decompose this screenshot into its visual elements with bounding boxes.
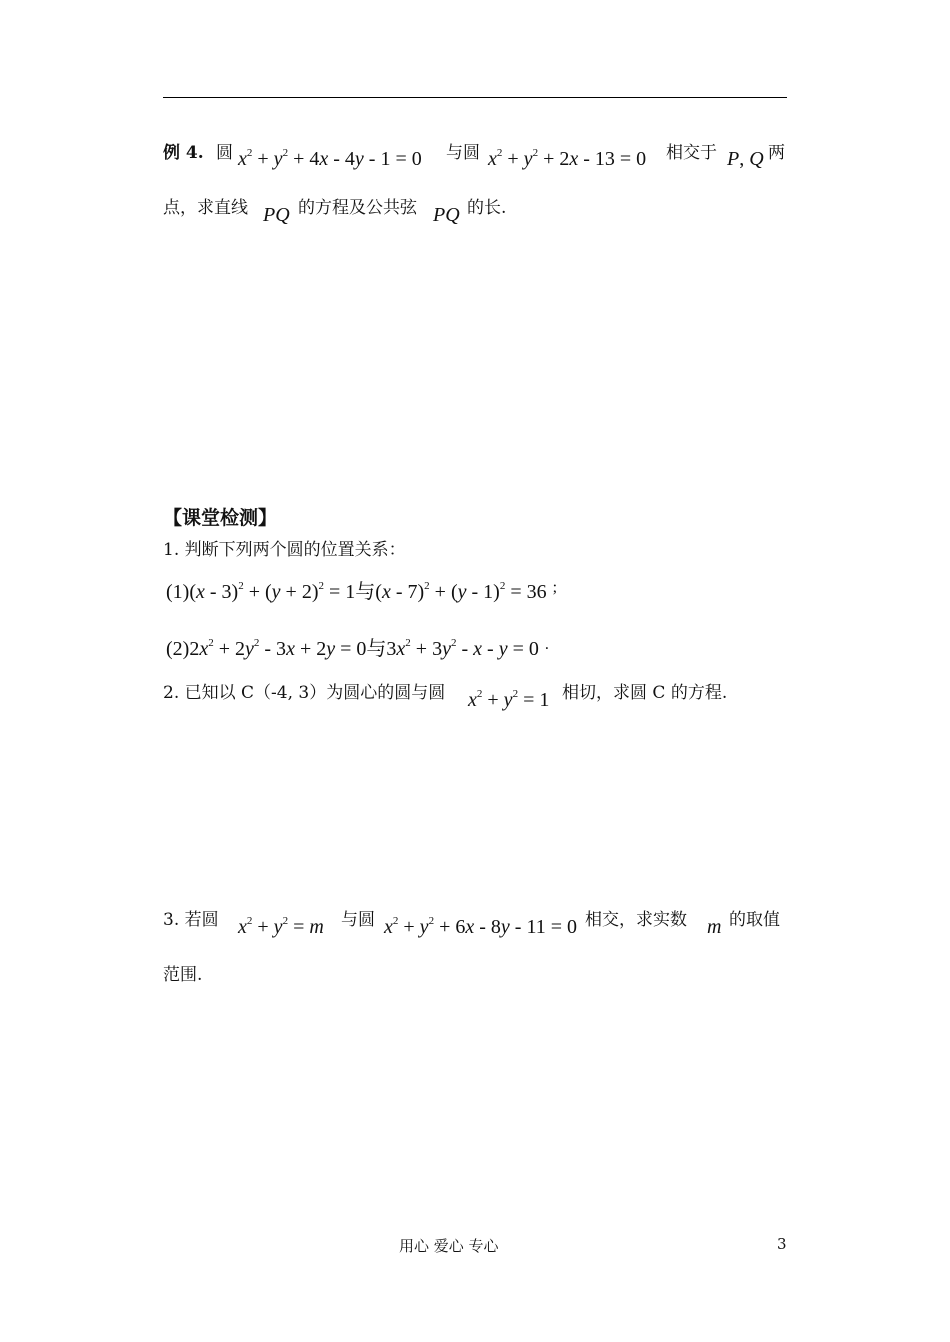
- question-3-text: 相交，求实数: [585, 910, 687, 930]
- math-m: m: [707, 916, 722, 938]
- example-4-text: 的方程及公共弦: [298, 198, 417, 218]
- question-3-text: 范围.: [163, 965, 203, 985]
- example-4-label: 例 4.: [163, 143, 204, 163]
- example-4-text: 圆: [216, 143, 233, 163]
- example-4-text: 点，求直线: [163, 198, 248, 218]
- example-4-text: 与圆: [446, 143, 480, 163]
- question-2-text: 2. 已知以 C（-4, 3）为圆心的圆与圆: [163, 683, 446, 703]
- math-chord-pq: PQ: [433, 204, 460, 226]
- example-4-text: 的长.: [467, 198, 507, 218]
- equation-unit-circle: $x^2 + y^2 = 1$: [468, 688, 550, 711]
- question-3-text: 与圆: [341, 910, 375, 930]
- question-1-part-1: $(1)(x - 3)^2 + (y + 2)^2 = 1$与(x - 7)$^2$ + (y - 1)$^2$ = 36 ;: [166, 579, 558, 603]
- question-1-text: 1. 判断下列两个圆的位置关系：: [163, 540, 406, 560]
- equation-circle-2: $x^2 + y^2 + 2x - 13 = 0$: [488, 147, 647, 170]
- math-points-pq: P, Q: [727, 148, 764, 170]
- footer-motto: 用心 爱心 专心: [399, 1237, 499, 1255]
- equation-circle-1: $x^2 + y^2 + 4x - 4y - 1 = 0$: [238, 147, 422, 170]
- question-1-conj: 与: [355, 581, 376, 603]
- header-rule: [163, 97, 787, 98]
- example-4-text: 相交于: [666, 143, 717, 163]
- example-4-text: 两: [768, 143, 785, 163]
- equation-circle-3: $x^2 + y^2 + 6x - 8y - 11 = 0$: [384, 915, 577, 938]
- page-number: 3: [777, 1235, 787, 1253]
- question-3-text: 的取值: [729, 910, 780, 930]
- math-line-pq: PQ: [263, 204, 290, 226]
- question-3-text: 3. 若圆: [163, 910, 219, 930]
- question-1-conj: 与: [366, 638, 387, 660]
- equation-circle-m: $x^2 + y^2 = m$: [238, 915, 324, 938]
- question-1-part-2: $(2)2x^2 + 2y^2 - 3x + 2y = 0$与$3x^2 + 3y^2 - x - y = 0$ .: [166, 636, 549, 660]
- section-title: 【课堂检测】: [163, 507, 278, 529]
- question-2-text: 相切，求圆 C 的方程.: [562, 683, 728, 703]
